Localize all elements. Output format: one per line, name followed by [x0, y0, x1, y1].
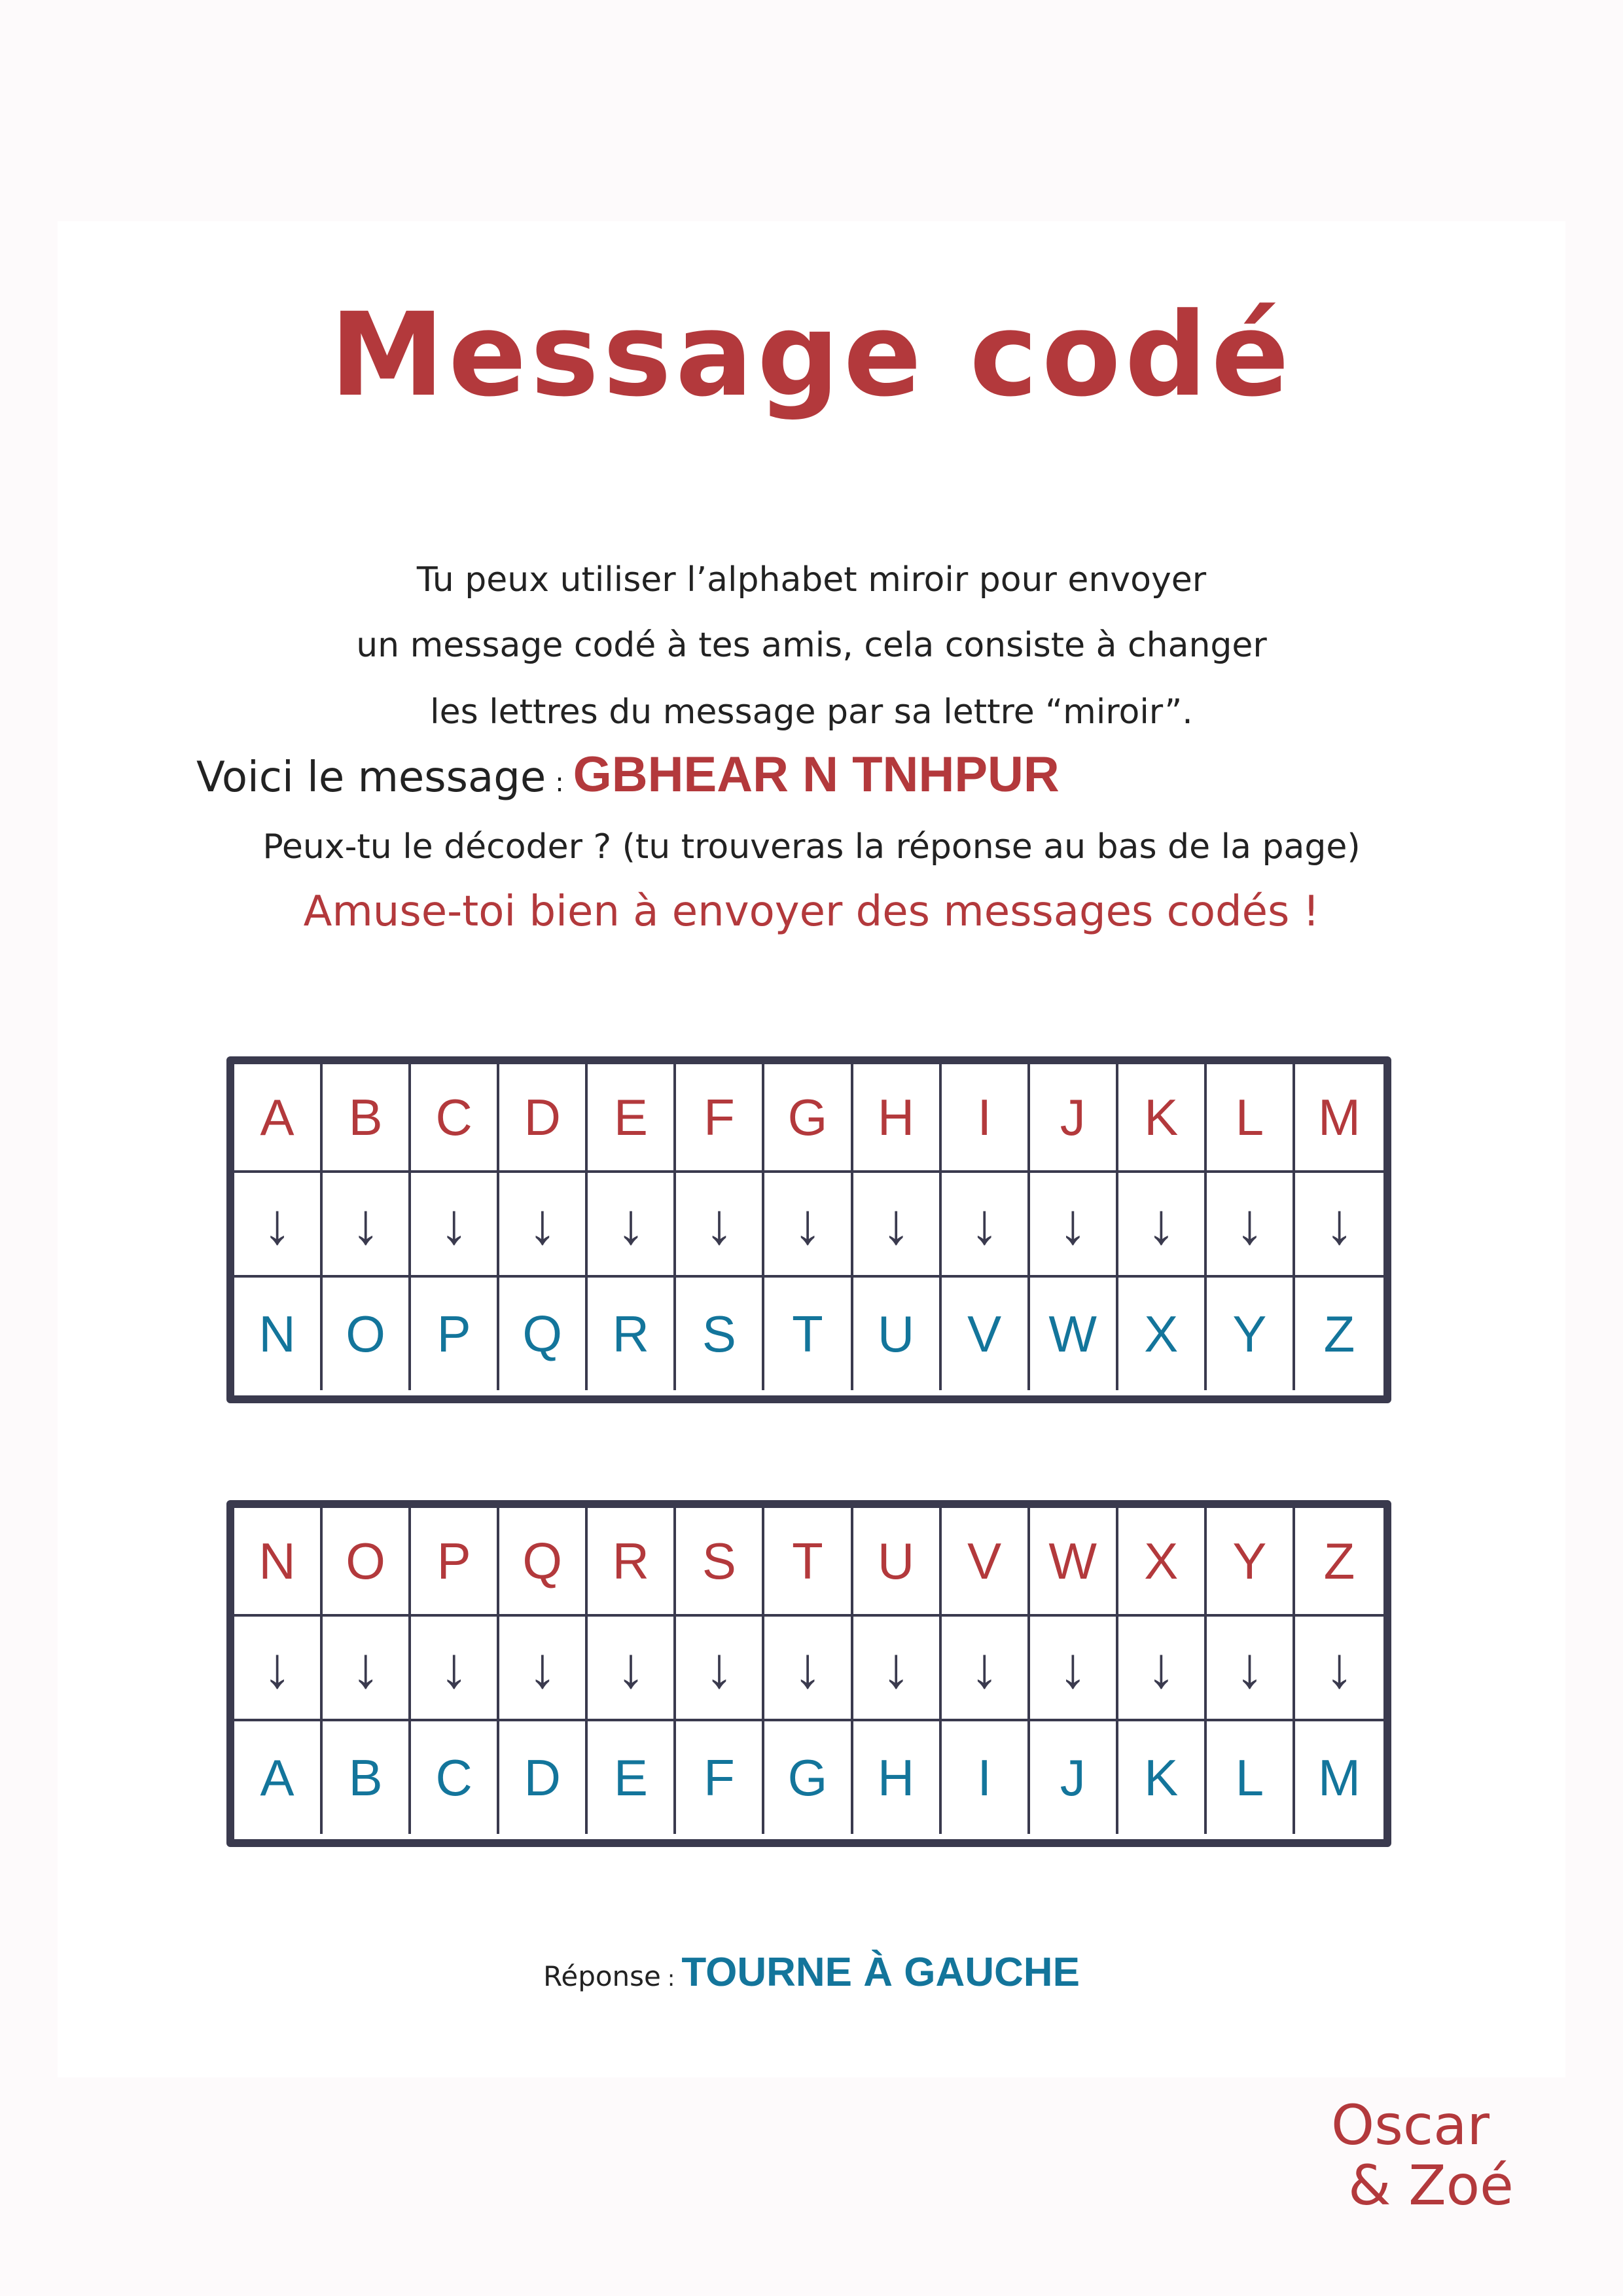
letter-cell-top: Z	[1295, 1508, 1383, 1617]
arrow-down-icon: ↓	[1207, 1173, 1295, 1278]
letter-cell-top: M	[1295, 1064, 1383, 1173]
letter-cell-bottom: B	[323, 1721, 411, 1834]
arrow-down-icon: ↓	[499, 1617, 588, 1721]
letter-cell-top: U	[853, 1508, 942, 1617]
letter-cell-bottom: V	[942, 1278, 1030, 1390]
page-title: Message codé	[329, 288, 1293, 422]
letter-cell-top: D	[499, 1064, 588, 1173]
arrow-down-icon: ↓	[1295, 1173, 1383, 1278]
letter-cell-top: T	[764, 1508, 853, 1617]
answer-line	[0, 1949, 1623, 1996]
letter-cell-bottom: K	[1118, 1721, 1207, 1834]
arrow-down-icon: ↓	[323, 1173, 411, 1278]
letter-cell-bottom: M	[1317, 1748, 1361, 1806]
letter-cell-bottom: S	[676, 1278, 764, 1390]
question-line: Peux-tu le décoder ? (tu trouveras la réponse au bas de la page)	[262, 827, 1361, 867]
letter-cell-top: H	[853, 1064, 942, 1173]
letter-cell-bottom: H	[853, 1721, 942, 1834]
arrow-down-icon: ↓	[323, 1617, 411, 1721]
letter-cell-bottom: Q	[499, 1278, 588, 1390]
letter-cell-top: N	[234, 1508, 323, 1617]
letter-cell-bottom: F	[676, 1721, 764, 1834]
letter-cell-top: V	[942, 1508, 1030, 1617]
arrow-down-icon: ↓	[942, 1173, 1030, 1278]
encouragement-line: Amuse-toi bien à envoyer des messages codés !	[303, 888, 1320, 936]
arrow-down-icon: ↓	[588, 1617, 676, 1721]
intro-line-1: Tu peux utiliser l’alphabet miroir pour envoyer	[416, 560, 1207, 600]
arrow-down-icon: ↓	[1295, 1617, 1383, 1721]
letter-cell-top: R	[588, 1508, 676, 1617]
arrow-down-icon: ↓	[234, 1173, 323, 1278]
letter-cell-bottom: L	[1207, 1721, 1295, 1834]
answer-colon: :	[667, 1965, 675, 1992]
letter-cell-top: Y	[1207, 1508, 1295, 1617]
logo-line-2: & Zoé	[1348, 2153, 1514, 2217]
intro-line-2: un message codé à tes amis, cela consiste à changer	[356, 626, 1267, 665]
arrow-down-icon: ↓	[764, 1173, 853, 1278]
letter-cell-bottom: T	[764, 1278, 853, 1390]
logo-line-1: Oscar	[1331, 2093, 1490, 2157]
message-label: Voici le message	[196, 753, 546, 802]
arrow-down-icon: ↓	[499, 1173, 588, 1278]
letter-cell-top: B	[323, 1064, 411, 1173]
letter-cell-top: E	[588, 1064, 676, 1173]
arrow-down-icon: ↓	[1207, 1617, 1295, 1721]
cipher-table-n-to-z	[226, 1500, 1391, 1847]
letter-cell-top: J	[1030, 1064, 1118, 1173]
letter-cell-bottom: U	[853, 1278, 942, 1390]
letter-cell-bottom: O	[323, 1278, 411, 1390]
coded-message: GBHEAR N TNHPUR	[573, 747, 1060, 802]
letter-cell-bottom: Z	[1323, 1304, 1355, 1363]
letter-cell-bottom: I	[942, 1721, 1030, 1834]
arrow-down-icon: ↓	[1030, 1173, 1118, 1278]
letter-cell-bottom: Y	[1207, 1278, 1295, 1390]
arrow-down-icon: ↓	[1030, 1617, 1118, 1721]
arrow-down-icon: ↓	[853, 1173, 942, 1278]
answer-label: Réponse	[543, 1960, 661, 1992]
letter-cell-top: Q	[499, 1508, 588, 1617]
arrow-down-icon: ↓	[764, 1617, 853, 1721]
intro-line-3: les lettres du message par sa lettre “miroir”.	[430, 692, 1193, 732]
letter-cell-top: C	[411, 1064, 499, 1173]
letter-cell-top: A	[234, 1064, 323, 1173]
letter-cell-bottom: D	[499, 1721, 588, 1834]
letter-cell-top: L	[1207, 1064, 1295, 1173]
arrow-down-icon: ↓	[588, 1173, 676, 1278]
letter-cell-bottom: E	[588, 1721, 676, 1834]
letter-cell-bottom: W	[1030, 1278, 1118, 1390]
letter-cell-top: P	[411, 1508, 499, 1617]
letter-cell-top: K	[1118, 1064, 1207, 1173]
letter-cell-top: X	[1118, 1508, 1207, 1617]
message-line	[196, 746, 1060, 803]
letter-cell-bottom: A	[234, 1721, 323, 1834]
arrow-down-icon: ↓	[676, 1173, 764, 1278]
letter-cell-top: S	[676, 1508, 764, 1617]
letter-cell-top: O	[323, 1508, 411, 1617]
letter-cell-bottom: X	[1118, 1278, 1207, 1390]
arrow-down-icon: ↓	[411, 1173, 499, 1278]
letter-cell-bottom: J	[1030, 1721, 1118, 1834]
arrow-down-icon: ↓	[676, 1617, 764, 1721]
arrow-down-icon: ↓	[234, 1617, 323, 1721]
letter-cell-top: F	[676, 1064, 764, 1173]
arrow-down-icon: ↓	[942, 1617, 1030, 1721]
oscar-zoe-logo	[1322, 2089, 1531, 2220]
arrow-down-icon: ↓	[1118, 1173, 1207, 1278]
letter-cell-top: G	[764, 1064, 853, 1173]
letter-cell-bottom: G	[764, 1721, 853, 1834]
letter-cell-bottom: R	[588, 1278, 676, 1390]
arrow-down-icon: ↓	[411, 1617, 499, 1721]
letter-cell-top: I	[942, 1064, 1030, 1173]
letter-cell-top: W	[1030, 1508, 1118, 1617]
letter-cell-bottom: P	[411, 1278, 499, 1390]
letter-cell-bottom: N	[234, 1278, 323, 1390]
arrow-down-icon: ↓	[1118, 1617, 1207, 1721]
cipher-table-a-to-m	[226, 1056, 1391, 1403]
arrow-down-icon: ↓	[853, 1617, 942, 1721]
answer-value: TOURNE À GAUCHE	[681, 1950, 1080, 1995]
message-colon: :	[555, 768, 564, 798]
letter-cell-bottom: C	[411, 1721, 499, 1834]
